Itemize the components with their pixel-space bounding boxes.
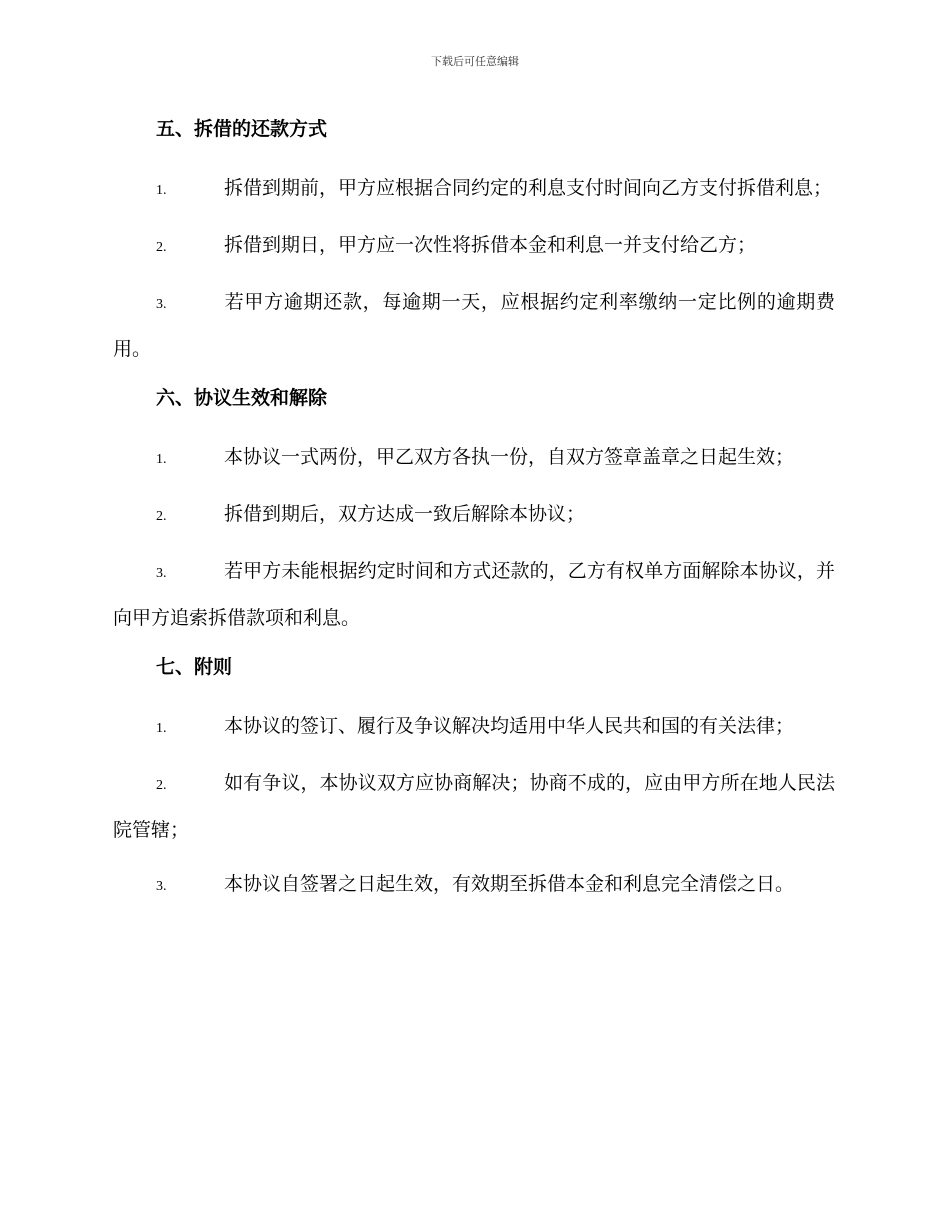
section-repayment [113, 112, 835, 371]
section-supplementary [113, 650, 835, 909]
item-text: 如有争议，本协议双方应协商解决；协商不成的，应由甲方所在地人民法院管辖； [113, 772, 835, 841]
list-item [113, 761, 835, 852]
item-number: 3. [156, 566, 167, 581]
list-item [113, 223, 835, 270]
section-heading: 六、协议生效和解除 [156, 387, 328, 409]
item-text: 本协议的签订、履行及争议解决均适用中华人民共和国的有关法律； [224, 715, 795, 737]
section-heading: 七、附则 [156, 656, 233, 678]
list-item [113, 862, 835, 909]
section-heading: 五、拆借的还款方式 [156, 118, 328, 140]
item-number: 1. [156, 721, 167, 736]
item-text: 拆借到期后，双方达成一致后解除本协议； [224, 503, 586, 525]
item-text: 若甲方未能根据约定时间和方式还款的，乙方有权单方面解除本协议，并向甲方追索拆借款项和利息。 [113, 560, 835, 629]
item-text: 拆借到期日，甲方应一次性将拆借本金和利息一并支付给乙方； [224, 234, 757, 256]
item-number: 1. [156, 452, 167, 467]
item-number: 2. [156, 778, 167, 793]
list-item [113, 435, 835, 482]
list-item [113, 280, 835, 371]
item-number: 2. [156, 240, 167, 255]
item-number: 3. [156, 879, 167, 894]
item-number: 1. [156, 183, 167, 198]
list-item [113, 166, 835, 213]
item-text: 本协议一式两份，甲乙双方各执一份，自双方签章盖章之日起生效； [224, 446, 795, 468]
list-item [113, 492, 835, 539]
item-text: 拆借到期前，甲方应根据合同约定的利息支付时间向乙方支付拆借利息； [224, 177, 833, 199]
item-number: 2. [156, 509, 167, 524]
list-item [113, 549, 835, 640]
document-body [113, 112, 835, 919]
item-text: 若甲方逾期还款，每逾期一天，应根据约定利率缴纳一定比例的逾期费用。 [113, 291, 835, 360]
page-header: 下载后可任意编辑 [431, 55, 519, 68]
item-number: 3. [156, 297, 167, 312]
list-item [113, 704, 835, 751]
item-text: 本协议自签署之日起生效，有效期至拆借本金和利息完全清偿之日。 [224, 873, 795, 895]
section-effect-termination [113, 381, 835, 640]
